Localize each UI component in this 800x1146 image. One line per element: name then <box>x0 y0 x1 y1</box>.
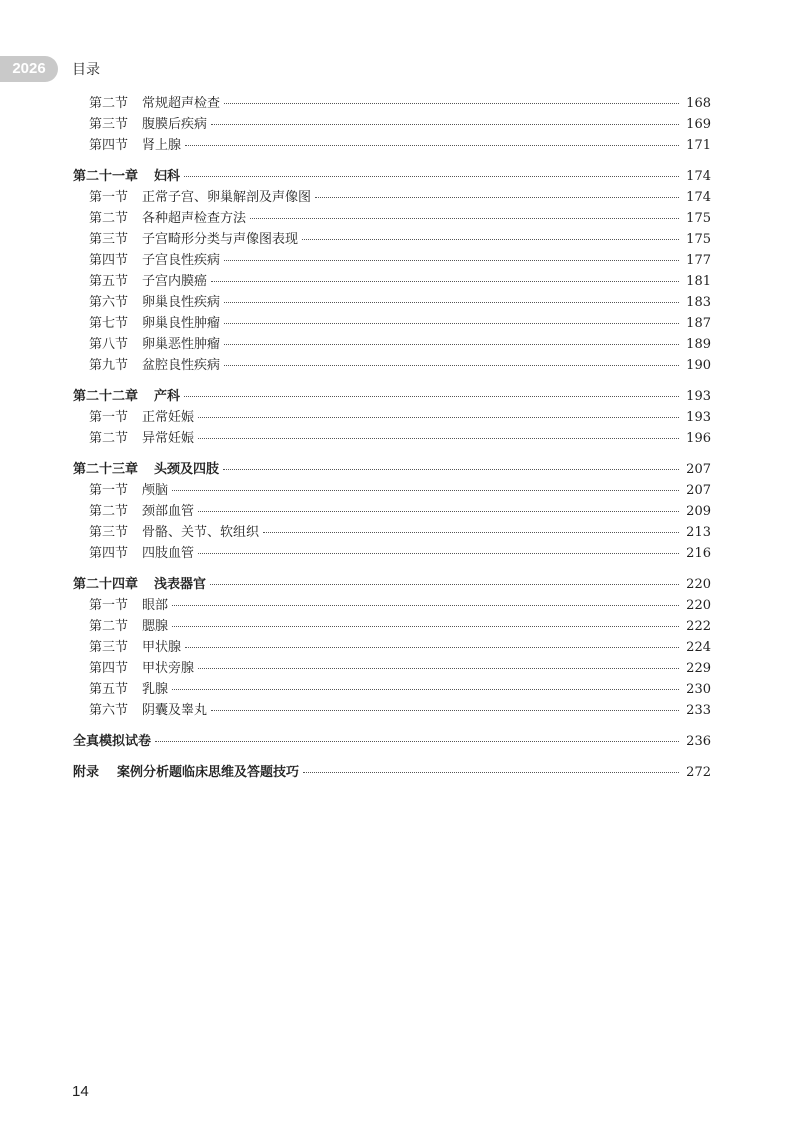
toc-entry-number: 第二十一章 <box>73 169 139 184</box>
toc-entry-page: 174 <box>686 190 711 205</box>
toc-section-entry[interactable] <box>73 406 711 427</box>
dot-leader <box>172 490 679 491</box>
toc-entry-page: 222 <box>686 619 711 634</box>
dot-leader <box>198 668 679 669</box>
toc-section-entry[interactable] <box>73 134 711 155</box>
toc-entry-title: 卵巢良性肿瘤 <box>142 316 221 331</box>
toc-entry-page: 177 <box>686 253 711 268</box>
page-number: 14 <box>72 1083 89 1100</box>
toc-entry-title: 颅脑 <box>142 483 169 498</box>
toc-entry-page: 207 <box>686 462 711 477</box>
toc-section-entry[interactable] <box>73 312 711 333</box>
toc-entry-number: 第四节 <box>89 253 129 268</box>
dot-leader <box>224 260 679 261</box>
dot-leader <box>172 605 679 606</box>
dot-leader <box>224 302 679 303</box>
dot-leader <box>224 323 679 324</box>
toc-entry-page: 230 <box>686 682 711 697</box>
toc-section-entry[interactable] <box>73 636 711 657</box>
toc-entry-title: 卵巢良性疾病 <box>142 295 221 310</box>
toc-entry-number: 第四节 <box>89 138 129 153</box>
toc-entry-number: 第一节 <box>89 190 129 205</box>
toc-entry-title: 颈部血管 <box>142 504 195 519</box>
dot-leader <box>224 103 679 104</box>
dot-leader <box>302 239 679 240</box>
toc-entry-number: 第六节 <box>89 295 129 310</box>
dot-leader <box>211 124 679 125</box>
toc-section-entry[interactable] <box>73 207 711 228</box>
toc-entry-number: 第三节 <box>89 640 129 655</box>
toc-section-entry[interactable] <box>73 542 711 563</box>
toc-entry-title: 子宫畸形分类与声像图表现 <box>142 232 299 247</box>
toc-entry-page: 236 <box>686 734 711 749</box>
toc-entry-number: 第三节 <box>89 525 129 540</box>
toc-section-entry[interactable] <box>73 657 711 678</box>
toc-entry-title: 妇科 <box>154 169 181 184</box>
toc-entry-title: 卵巢恶性肿瘤 <box>142 337 221 352</box>
toc-entry-number: 第四节 <box>89 661 129 676</box>
toc-entry-title: 眼部 <box>142 598 169 613</box>
toc-entry-number: 第二节 <box>89 619 129 634</box>
dot-leader <box>185 145 679 146</box>
toc-entry-title: 异常妊娠 <box>142 431 195 446</box>
toc-entry-title: 甲状旁腺 <box>142 661 195 676</box>
toc-entry-title: 各种超声检查方法 <box>142 211 247 226</box>
toc-chapter-entry[interactable] <box>73 730 711 751</box>
toc-entry-page: 233 <box>686 703 711 718</box>
toc-entry-number: 第一节 <box>89 410 129 425</box>
toc-chapter-entry[interactable] <box>73 165 711 186</box>
running-header <box>0 56 100 82</box>
toc-entry-page: 207 <box>686 483 711 498</box>
dot-leader <box>198 417 679 418</box>
dot-leader <box>211 710 679 711</box>
toc-entry-page: 193 <box>686 410 711 425</box>
dot-leader <box>172 626 679 627</box>
toc-entry-title: 产科 <box>154 389 181 404</box>
toc-section-entry[interactable] <box>73 249 711 270</box>
header-title: 目录 <box>72 62 100 78</box>
toc-section-entry[interactable] <box>73 291 711 312</box>
dot-leader <box>198 438 679 439</box>
dot-leader <box>263 532 679 533</box>
toc-entry-title: 浅表器官 <box>154 577 207 592</box>
toc-section-entry[interactable] <box>73 92 711 113</box>
toc-entry-page: 213 <box>686 525 711 540</box>
toc-entry-page: 272 <box>686 765 711 780</box>
toc-entry-number: 第二十三章 <box>73 462 139 477</box>
toc-entry-page: 171 <box>686 138 711 153</box>
toc-entry-number: 第六节 <box>89 703 129 718</box>
toc-entry-number: 第九节 <box>89 358 129 373</box>
dot-leader <box>172 689 679 690</box>
toc-entry-title: 骨骼、关节、软组织 <box>142 525 260 540</box>
toc-entry-page: 209 <box>686 504 711 519</box>
dot-leader <box>184 396 679 397</box>
toc-section-entry[interactable] <box>73 699 711 720</box>
toc-entry-number: 第七节 <box>89 316 129 331</box>
toc-section-entry[interactable] <box>73 333 711 354</box>
toc-entry-page: 168 <box>686 96 711 111</box>
toc-entry-page: 190 <box>686 358 711 373</box>
toc-entry-title: 子宫内膜癌 <box>142 274 208 289</box>
toc-entry-title: 常规超声检查 <box>142 96 221 111</box>
table-of-contents <box>73 92 711 782</box>
toc-entry-number: 第二十二章 <box>73 389 139 404</box>
toc-entry-page: 183 <box>686 295 711 310</box>
dot-leader <box>250 218 679 219</box>
toc-section-entry[interactable] <box>73 678 711 699</box>
toc-entry-page: 175 <box>686 211 711 226</box>
toc-entry-number: 第二节 <box>89 211 129 226</box>
toc-entry-number: 第四节 <box>89 546 129 561</box>
toc-chapter-entry[interactable] <box>73 573 711 594</box>
toc-chapter-entry[interactable] <box>73 458 711 479</box>
toc-entry-page: 189 <box>686 337 711 352</box>
toc-section-entry[interactable] <box>73 479 711 500</box>
toc-entry-page: 193 <box>686 389 711 404</box>
toc-entry-number: 附录 <box>73 765 100 780</box>
toc-entry-number: 第二节 <box>89 96 129 111</box>
toc-entry-title: 乳腺 <box>142 682 169 697</box>
toc-entry-number: 第三节 <box>89 232 129 247</box>
toc-section-entry[interactable] <box>73 270 711 291</box>
dot-leader <box>198 553 679 554</box>
toc-entry-number: 第三节 <box>89 117 129 132</box>
toc-entry-page: 196 <box>686 431 711 446</box>
toc-entry-page: 229 <box>686 661 711 676</box>
toc-entry-page: 220 <box>686 577 711 592</box>
toc-entry-page: 181 <box>686 274 711 289</box>
toc-section-entry[interactable] <box>73 186 711 207</box>
toc-section-entry[interactable] <box>73 427 711 448</box>
dot-leader <box>184 176 679 177</box>
toc-entry-title: 正常子宫、卵巢解剖及声像图 <box>142 190 312 205</box>
dot-leader <box>303 772 679 773</box>
toc-entry-number: 第五节 <box>89 274 129 289</box>
toc-entry-title: 全真模拟试卷 <box>73 734 152 749</box>
toc-entry-title: 正常妊娠 <box>142 410 195 425</box>
toc-entry-page: 220 <box>686 598 711 613</box>
toc-entry-title: 盆腔良性疾病 <box>142 358 221 373</box>
toc-entry-title: 腮腺 <box>142 619 169 634</box>
dot-leader <box>198 511 679 512</box>
toc-entry-page: 175 <box>686 232 711 247</box>
toc-entry-page: 216 <box>686 546 711 561</box>
toc-entry-number: 第五节 <box>89 682 129 697</box>
toc-entry-title: 子宫良性疾病 <box>142 253 221 268</box>
toc-section-entry[interactable] <box>73 113 711 134</box>
toc-section-entry[interactable] <box>73 228 711 249</box>
dot-leader <box>223 469 679 470</box>
toc-section-entry[interactable] <box>73 594 711 615</box>
toc-entry-title: 阴囊及睾丸 <box>142 703 208 718</box>
toc-entry-title: 案例分析题临床思维及答题技巧 <box>117 765 300 780</box>
toc-section-entry[interactable] <box>73 521 711 542</box>
toc-entry-number: 第一节 <box>89 483 129 498</box>
dot-leader <box>315 197 679 198</box>
toc-entry-number: 第八节 <box>89 337 129 352</box>
toc-entry-title: 肾上腺 <box>142 138 182 153</box>
dot-leader <box>211 281 679 282</box>
toc-chapter-entry[interactable] <box>73 385 711 406</box>
toc-section-entry[interactable] <box>73 615 711 636</box>
dot-leader <box>224 344 679 345</box>
dot-leader <box>185 647 679 648</box>
toc-chapter-entry[interactable] <box>73 761 711 782</box>
toc-entry-number: 第二十四章 <box>73 577 139 592</box>
toc-entry-page: 224 <box>686 640 711 655</box>
toc-entry-title: 甲状腺 <box>142 640 182 655</box>
toc-entry-page: 187 <box>686 316 711 331</box>
toc-entry-number: 第二节 <box>89 504 129 519</box>
toc-entry-title: 腹膜后疾病 <box>142 117 208 132</box>
toc-entry-title: 头颈及四肢 <box>154 462 220 477</box>
dot-leader <box>210 584 679 585</box>
toc-section-entry[interactable] <box>73 354 711 375</box>
dot-leader <box>224 365 679 366</box>
toc-entry-number: 第二节 <box>89 431 129 446</box>
dot-leader <box>155 741 679 742</box>
toc-entry-title: 四肢血管 <box>142 546 195 561</box>
toc-entry-page: 174 <box>686 169 711 184</box>
toc-entry-number: 第一节 <box>89 598 129 613</box>
toc-section-entry[interactable] <box>73 500 711 521</box>
year-badge: 2026 <box>0 56 58 82</box>
toc-entry-page: 169 <box>686 117 711 132</box>
